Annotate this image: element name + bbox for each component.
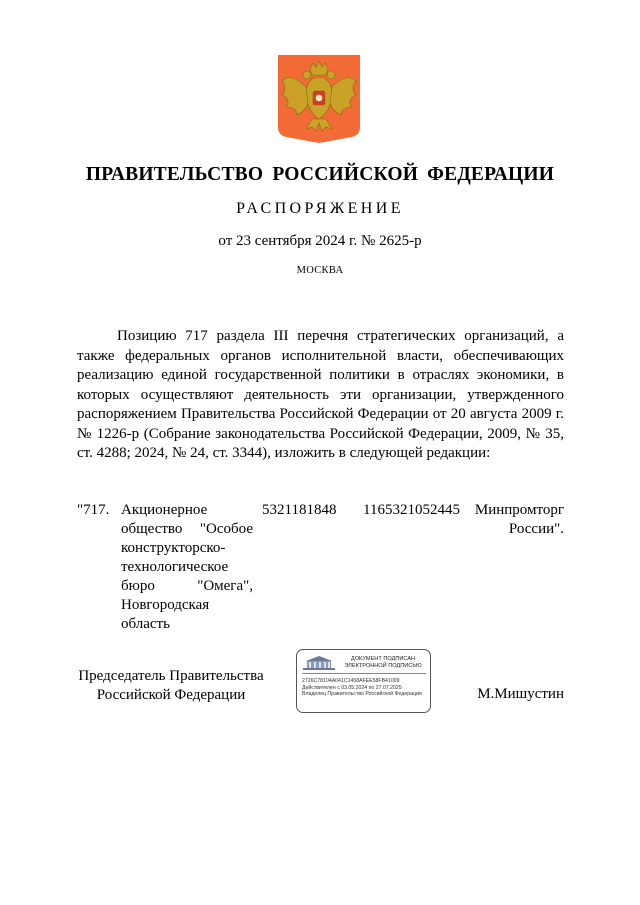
- certificate-validity: Действителен с 03.05.2024 по 27.07.2025: [302, 684, 402, 691]
- state-emblem-icon: [276, 55, 362, 143]
- government-title: ПРАВИТЕЛЬСТВО РОССИЙСКОЙ ФЕДЕРАЦИИ: [85, 164, 555, 185]
- certificate-owner: Владелец Правительство Российской Федерации: [302, 691, 422, 698]
- signatory-name: М.Мишустин: [477, 686, 564, 702]
- stamp-divider: [302, 673, 426, 674]
- signatory-position: Председатель Правительства Российской Федерации: [78, 668, 264, 703]
- document-date: от 23 сентября 2024 г. № 2625-р: [218, 233, 422, 249]
- stamp-info: [302, 678, 427, 698]
- document-city: МОСКВА: [296, 265, 344, 276]
- responsible-ministry: Минпромторг России".: [474, 502, 564, 537]
- electronic-signature-stamp: [296, 649, 431, 713]
- body-paragraph: Позицию 717 раздела III перечня стратегических организаций, а также федеральных органов исполнительной власти, обеспечивающих реализацию единой государственной политики в отраслях экономики, в которых осуществляют деятельность эти организации, утвержденного распоряжением Правительства Российской Федерации от 20 августа 2009 г. № 1226-р (Собрание законодательства Российской Федерации, 2009, № 35, ст. 4288; 2024, № 24, ст. 3344), изложить в следующей редакции:: [77, 328, 564, 461]
- organization-name: Акционерное общество "Особое конструкторско-технологическое бюро "Омега", Новгородская область: [121, 502, 253, 632]
- stamp-title: ДОКУМЕНТ ПОДПИСАН ЭЛЕКТРОННОЙ ПОДПИСЬЮ: [344, 656, 422, 669]
- organization-inn: 5321181848: [262, 502, 337, 518]
- organization-ogrn: 1165321052445: [363, 502, 460, 518]
- document-type: РАСПОРЯЖЕНИЕ: [236, 200, 404, 217]
- position-number: "717.: [77, 502, 110, 518]
- certificate-serial: 2726C78104A041C1458AFEE58FB41009: [302, 678, 400, 684]
- building-icon: [302, 656, 336, 670]
